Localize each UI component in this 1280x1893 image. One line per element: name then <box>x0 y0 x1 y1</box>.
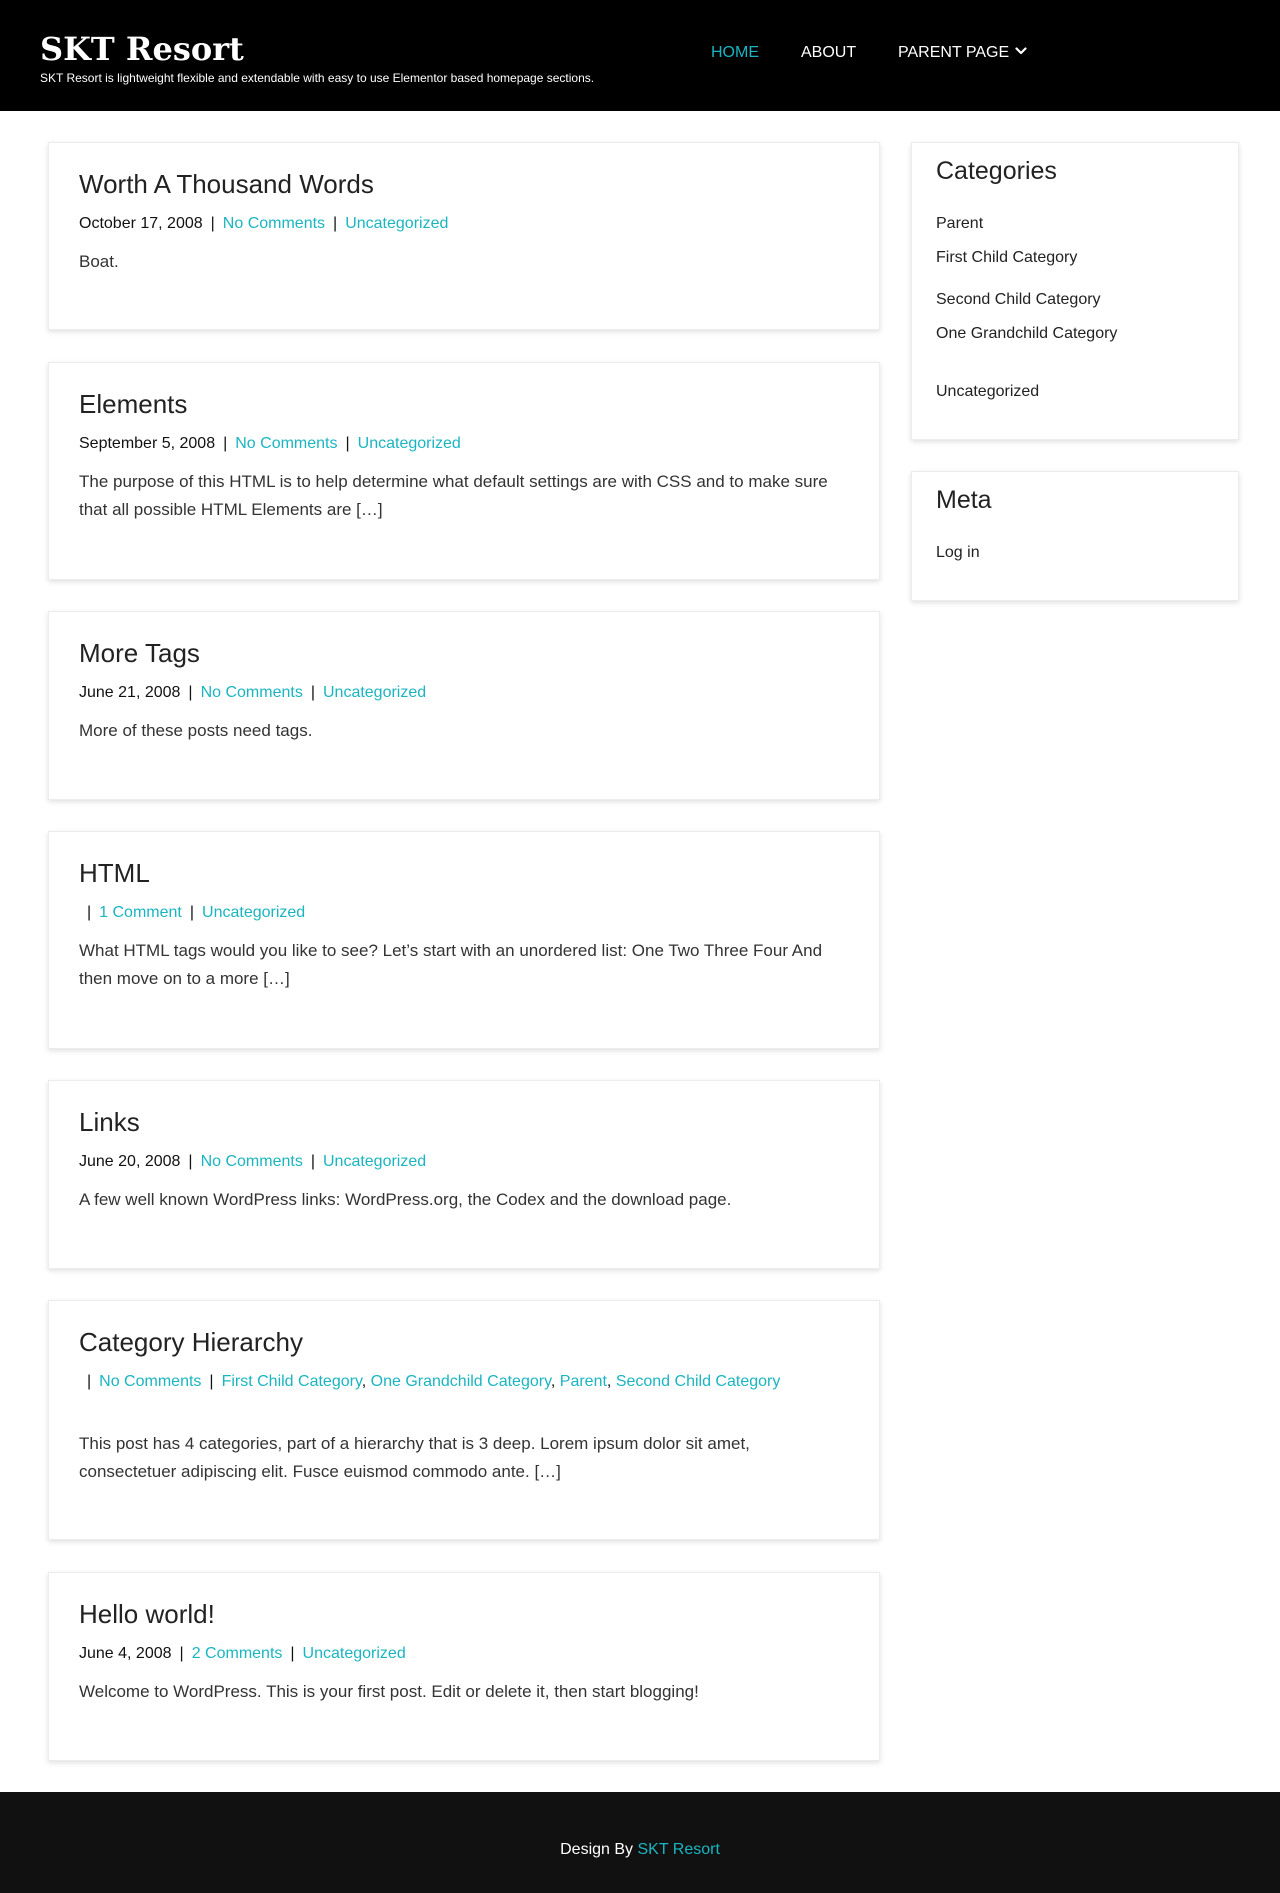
category-link-first-child[interactable]: First Child Category <box>936 249 1078 266</box>
category-link-parent[interactable]: Parent <box>936 215 984 232</box>
post-title[interactable]: Category Hierarchy <box>79 1327 303 1357</box>
post-meta <box>79 212 839 236</box>
post-comments-link[interactable]: No Comments <box>222 215 326 232</box>
site-footer <box>0 1792 1280 1893</box>
post-comments-link[interactable]: 1 Comment <box>99 904 182 921</box>
post-category-link[interactable]: One Grandchild Category <box>370 1373 551 1390</box>
meta-separator: | <box>188 1153 193 1170</box>
post-card <box>48 1080 880 1269</box>
nav-item-parent-page-label: PARENT PAGE <box>898 44 1010 61</box>
post-card <box>48 1300 880 1540</box>
post-meta <box>79 901 839 925</box>
post-excerpt: A few well known WordPress links: WordPress.org, the Codex and the download page. <box>79 1190 732 1209</box>
post-excerpt: The purpose of this HTML is to help determine what default settings are with CSS and to make sure that all possible HTML Elements are […] <box>79 472 828 519</box>
meta-separator: | <box>290 1645 295 1662</box>
post-comments-link[interactable]: No Comments <box>200 684 303 701</box>
post-comments-link[interactable]: 2 Comments <box>191 1645 283 1662</box>
post-comments-link[interactable]: No Comments <box>235 435 338 452</box>
post-date: September 5, 2008 <box>79 435 216 452</box>
post-meta <box>79 1150 839 1174</box>
post-meta <box>79 432 839 456</box>
meta-separator: | <box>223 435 228 452</box>
post-date: June 21, 2008 <box>79 684 181 701</box>
meta-separator: | <box>87 1373 92 1390</box>
category-link-uncategorized[interactable]: Uncategorized <box>936 383 1040 400</box>
nav-item-about[interactable]: ABOUT <box>801 44 857 61</box>
post-title[interactable]: More Tags <box>79 638 200 668</box>
post-category-link[interactable]: Uncategorized <box>202 904 306 921</box>
post-card <box>48 611 880 800</box>
post-excerpt: This post has 4 categories, part of a hierarchy that is 3 deep. Lorem ipsum dolor sit amet, consectetuer adipiscing elit. Fusce euismod commodo ante. […] <box>79 1434 750 1481</box>
post-card <box>48 831 880 1049</box>
post-meta <box>79 1642 839 1666</box>
widget-title: Categories <box>936 157 1057 185</box>
categories-widget <box>911 142 1239 440</box>
meta-separator: | <box>210 215 215 232</box>
post-excerpt: Welcome to WordPress. This is your first post. Edit or delete it, then start blogging! <box>79 1682 699 1701</box>
post-date: June 4, 2008 <box>79 1645 172 1662</box>
category-link-second-child[interactable]: Second Child Category <box>936 291 1101 308</box>
post-comments-link[interactable]: No Comments <box>99 1373 202 1390</box>
post-date: June 20, 2008 <box>79 1153 181 1170</box>
post-category-link[interactable]: Second Child Category <box>615 1373 781 1390</box>
post-meta <box>79 681 839 705</box>
footer-credit <box>0 1841 1280 1859</box>
meta-separator: | <box>345 435 350 452</box>
post-card <box>48 142 880 330</box>
post-category-link[interactable]: Uncategorized <box>322 1153 427 1170</box>
post-title[interactable]: Links <box>79 1107 140 1137</box>
site-header <box>0 0 1280 111</box>
post-excerpt: More of these posts need tags. <box>79 721 313 740</box>
post-title[interactable]: Hello world! <box>79 1599 215 1629</box>
post-category-link[interactable]: Uncategorized <box>345 215 449 232</box>
meta-separator: | <box>333 215 338 232</box>
meta-separator: | <box>310 684 315 701</box>
post-category-link[interactable]: Uncategorized <box>357 435 461 452</box>
post-category-link[interactable]: First Child Category <box>221 1373 362 1390</box>
post-category-link[interactable]: Uncategorized <box>322 684 427 701</box>
site-tagline: SKT Resort is lightweight flexible and extendable with easy to use Elementor based homepage sections. <box>40 71 595 85</box>
chevron-down-icon[interactable] <box>1015 42 1027 60</box>
category-link-one-grandchild[interactable]: One Grandchild Category <box>936 325 1118 342</box>
widget-title: Meta <box>936 486 992 514</box>
meta-separator: | <box>310 1153 315 1170</box>
meta-widget <box>911 471 1239 601</box>
post-date: October 17, 2008 <box>79 215 203 232</box>
nav-item-parent-page[interactable] <box>898 44 1027 62</box>
post-category-link[interactable]: Parent <box>559 1373 607 1390</box>
footer-credit-prefix: Design By <box>560 1841 634 1858</box>
nav-item-home[interactable]: HOME <box>711 44 759 61</box>
post-comments-link[interactable]: No Comments <box>200 1153 303 1170</box>
site-title[interactable]: SKT Resort <box>40 30 244 68</box>
post-title[interactable]: Elements <box>79 389 188 419</box>
meta-separator: | <box>87 904 92 921</box>
meta-separator: | <box>188 684 193 701</box>
footer-credit-link[interactable]: SKT Resort <box>637 1841 720 1858</box>
login-link[interactable]: Log in <box>936 544 980 561</box>
meta-separator: | <box>189 904 195 921</box>
post-excerpt: Boat. <box>79 252 119 271</box>
post-title[interactable]: HTML <box>79 858 150 888</box>
post-meta: | No Comments | First Child Category, One Grandchild Category, Parent, Second Child Category <box>87 1373 781 1390</box>
meta-separator: | <box>209 1373 214 1390</box>
post-title[interactable]: Worth A Thousand Words <box>79 169 374 199</box>
post-category-link[interactable]: Uncategorized <box>302 1645 406 1662</box>
post-card <box>48 1572 880 1761</box>
post-excerpt: What HTML tags would you like to see? Let’s start with an unordered list: One Two Three Four And then move on to a more […] <box>79 941 823 988</box>
post-card <box>48 362 880 580</box>
meta-separator: | <box>179 1645 184 1662</box>
